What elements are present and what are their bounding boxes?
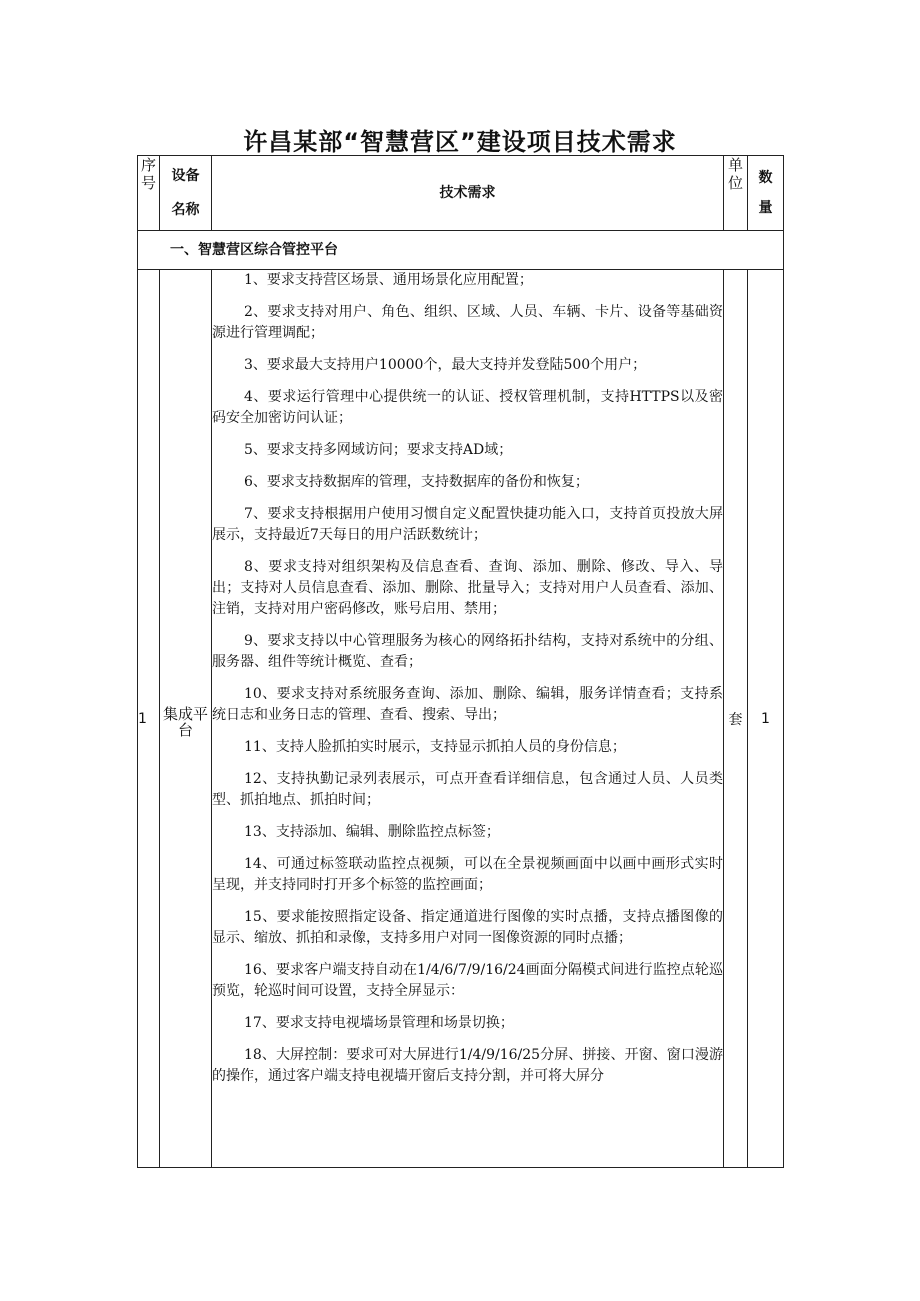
requirement-item: 9、要求支持以中心管理服务为核心的网络拓扑结构，支持对系统中的分组、服务器、组件等统计概览、查看； — [212, 633, 723, 670]
header-device-line1: 设备 — [171, 168, 200, 184]
section-title: 一、智慧营区综合管控平台 — [170, 242, 338, 258]
header-unit-line1: 单 — [727, 156, 743, 174]
header-unit-line2: 位 — [727, 174, 743, 192]
header-device-line2: 名称 — [171, 202, 200, 218]
header-tech — [212, 156, 724, 231]
requirement-item: 4、要求运行管理中心提供统一的认证、授权管理机制，支持HTTPS以及密码安全加密访问认证； — [212, 389, 723, 426]
requirement-item: 10、要求支持对系统服务查询、添加、删除、编辑，服务详情查看；支持系统日志和业务日志的管理、查看、搜索、导出； — [212, 686, 723, 723]
section-cell — [138, 231, 784, 270]
requirement-item: 16、要求客户端支持自动在1/4/6/7/9/16/24画面分隔模式间进行监控点轮巡预览，轮巡时间可设置，支持全屏显示： — [212, 962, 723, 999]
requirements-list — [212, 270, 724, 1168]
requirements-table — [137, 155, 784, 1168]
item-name: 集成平台 — [162, 704, 208, 739]
requirement-item: 18、大屏控制：要求可对大屏进行1/4/9/16/25分屏、拼接、开窗、窗口漫游的操作，通过客户端支持电视墙开窗后支持分割，并可将大屏分 — [212, 1047, 723, 1084]
header-row — [138, 156, 784, 231]
header-seq — [138, 156, 160, 231]
header-tech-label: 技术需求 — [439, 185, 496, 201]
section-row — [138, 231, 784, 270]
header-unit — [724, 156, 748, 231]
header-seq-line1: 序 — [140, 156, 156, 174]
requirement-item: 17、要求支持电视墙场景管理和场景切换； — [244, 1015, 514, 1031]
requirement-item: 3、要求最大支持用户10000个，最大支持并发登陆500个用户； — [244, 357, 647, 373]
requirement-item: 12、支持执勤记录列表展示，可点开查看详细信息，包含通过人员、人员类型、抓拍地点、抓拍时间； — [212, 771, 723, 808]
page-title: 许昌某部“智慧营区”建设项目技术需求 — [243, 128, 677, 156]
header-qty — [748, 156, 784, 231]
item-qty: 1 — [748, 270, 784, 1168]
requirement-item: 5、要求支持多网域访问；要求支持AD域； — [244, 442, 513, 458]
requirement-item: 7、要求支持根据用户使用习惯自定义配置快捷功能入口，支持首页投放大屏展示，支持最近7天每日的用户活跃数统计； — [212, 506, 723, 543]
requirement-item: 14、可通过标签联动监控点视频，可以在全景视频画面中以画中画形式实时呈现，并支持同时打开多个标签的监控画面； — [212, 856, 723, 893]
requirement-item: 1、要求支持营区场景、通用场景化应用配置； — [244, 272, 533, 288]
item-name-cell — [160, 270, 212, 1168]
table-row — [138, 270, 784, 1168]
requirement-item: 2、要求支持对用户、角色、组织、区域、人员、车辆、卡片、设备等基础资源进行管理调配； — [212, 304, 723, 341]
requirement-item: 11、支持人脸抓拍实时展示，支持显示抓拍人员的身份信息； — [244, 739, 626, 755]
requirement-item: 6、要求支持数据库的管理，支持数据库的备份和恢复； — [244, 474, 589, 490]
header-qty-line2: 量 — [758, 200, 773, 216]
header-seq-line2: 号 — [140, 174, 156, 192]
requirement-item: 8、要求支持对组织架构及信息查看、查询、添加、删除、修改、导入、导出；支持对人员信息查看、添加、删除、批量导入；支持对用户人员查看、添加、注销，支持对用户密码修改，账号启用、禁用； — [212, 559, 723, 617]
item-seq: 1 — [138, 270, 160, 1168]
header-qty-line1: 数 — [758, 170, 773, 186]
item-unit: 套 — [724, 270, 748, 1168]
header-device — [160, 156, 212, 231]
requirement-item: 15、要求能按照指定设备、指定通道进行图像的实时点播，支持点播图像的显示、缩放、抓拍和录像，支持多用户对同一图像资源的同时点播； — [212, 909, 723, 946]
requirement-item: 13、支持添加、编辑、删除监控点标签； — [244, 824, 500, 840]
